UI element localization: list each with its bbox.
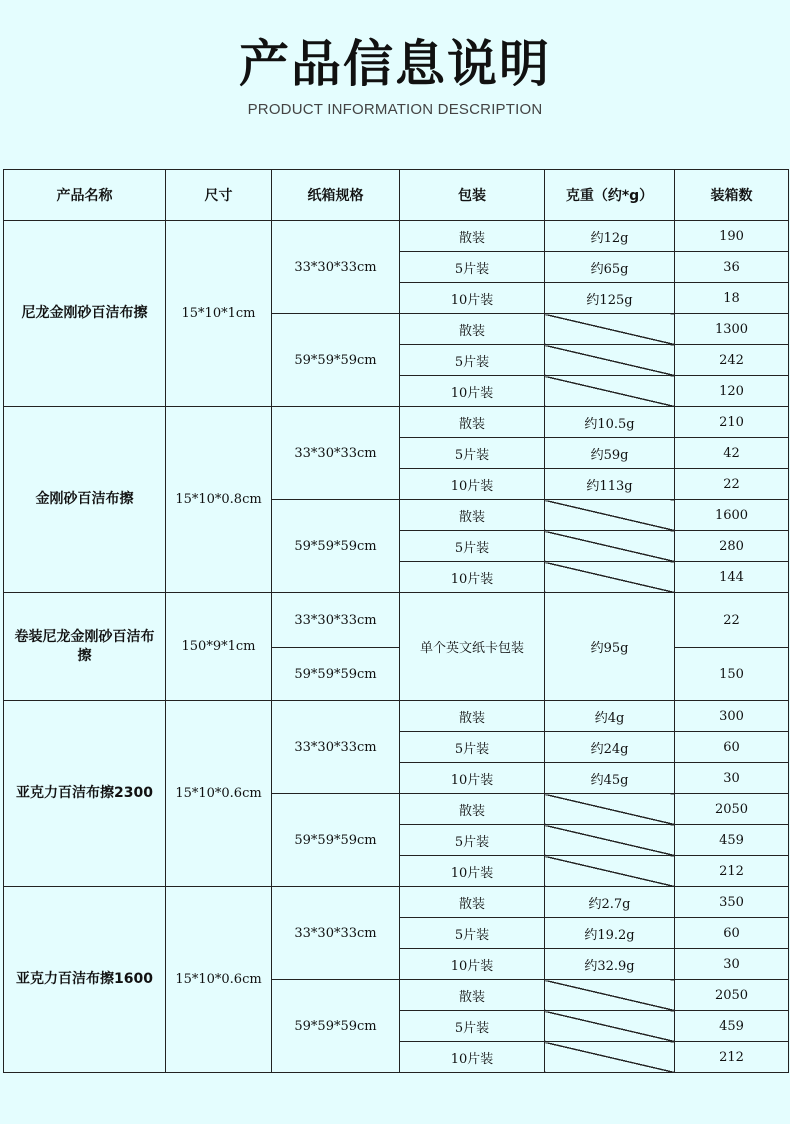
product-size: 150*9*1cm — [166, 593, 272, 701]
packaging-cell: 10片装 — [400, 1042, 545, 1073]
packaging-cell: 10片装 — [400, 283, 545, 314]
page-subtitle: PRODUCT INFORMATION DESCRIPTION — [247, 101, 543, 118]
qty-cell: 210 — [675, 407, 789, 438]
product-name: 亚克力百洁布擦2300 — [4, 701, 166, 887]
packaging-cell: 散装 — [400, 887, 545, 918]
qty-cell: 30 — [675, 949, 789, 980]
packaging-cell: 散装 — [400, 407, 545, 438]
packaging-cell: 10片装 — [400, 763, 545, 794]
weight-cell: 约10.5g — [545, 407, 675, 438]
packaging-cell: 单个英文纸卡包装 — [400, 593, 545, 701]
table-body — [4, 221, 789, 1073]
col-header-qty: 装箱数 — [675, 170, 789, 221]
qty-cell: 280 — [675, 531, 789, 562]
qty-cell: 144 — [675, 562, 789, 593]
packaging-cell: 10片装 — [400, 856, 545, 887]
table-row — [4, 407, 789, 438]
packaging-cell: 10片装 — [400, 376, 545, 407]
product-name: 金刚砂百洁布擦 — [4, 407, 166, 593]
box-spec: 33*30*33cm — [272, 701, 400, 794]
packaging-cell: 散装 — [400, 221, 545, 252]
empty-weight-cell — [545, 1042, 675, 1073]
product-info-table — [3, 169, 789, 1073]
packaging-cell: 散装 — [400, 314, 545, 345]
box-spec: 59*59*59cm — [272, 314, 400, 407]
empty-weight-cell — [545, 531, 675, 562]
qty-cell: 1300 — [675, 314, 789, 345]
empty-weight-cell — [545, 825, 675, 856]
empty-weight-cell — [545, 856, 675, 887]
col-header-size: 尺寸 — [166, 170, 272, 221]
page-title: 产品信息说明 — [239, 35, 551, 93]
packaging-cell: 10片装 — [400, 469, 545, 500]
packaging-cell: 散装 — [400, 500, 545, 531]
box-spec: 33*30*33cm — [272, 221, 400, 314]
weight-cell: 约24g — [545, 732, 675, 763]
box-spec: 59*59*59cm — [272, 980, 400, 1073]
packaging-cell: 10片装 — [400, 562, 545, 593]
product-size: 15*10*0.6cm — [166, 701, 272, 887]
qty-cell: 459 — [675, 825, 789, 856]
qty-cell: 459 — [675, 1011, 789, 1042]
weight-cell: 约113g — [545, 469, 675, 500]
qty-cell: 300 — [675, 701, 789, 732]
qty-cell: 212 — [675, 1042, 789, 1073]
qty-cell: 190 — [675, 221, 789, 252]
qty-cell: 42 — [675, 438, 789, 469]
table-row — [4, 701, 789, 732]
product-size: 15*10*1cm — [166, 221, 272, 407]
weight-cell: 约19.2g — [545, 918, 675, 949]
col-header-box-spec: 纸箱规格 — [272, 170, 400, 221]
empty-weight-cell — [545, 345, 675, 376]
product-name: 尼龙金刚砂百洁布擦 — [4, 221, 166, 407]
qty-cell: 212 — [675, 856, 789, 887]
weight-cell: 约95g — [545, 593, 675, 701]
product-size: 15*10*0.6cm — [166, 887, 272, 1073]
qty-cell: 18 — [675, 283, 789, 314]
qty-cell: 22 — [675, 593, 789, 648]
box-spec: 59*59*59cm — [272, 794, 400, 887]
packaging-cell: 5片装 — [400, 345, 545, 376]
packaging-cell: 5片装 — [400, 1011, 545, 1042]
qty-cell: 60 — [675, 918, 789, 949]
qty-cell: 22 — [675, 469, 789, 500]
qty-cell: 60 — [675, 732, 789, 763]
empty-weight-cell — [545, 314, 675, 345]
empty-weight-cell — [545, 562, 675, 593]
packaging-cell: 散装 — [400, 980, 545, 1011]
qty-cell: 350 — [675, 887, 789, 918]
qty-cell: 30 — [675, 763, 789, 794]
empty-weight-cell — [545, 794, 675, 825]
qty-cell: 150 — [675, 648, 789, 701]
qty-cell: 36 — [675, 252, 789, 283]
packaging-cell: 5片装 — [400, 918, 545, 949]
qty-cell: 2050 — [675, 794, 789, 825]
packaging-cell: 5片装 — [400, 252, 545, 283]
empty-weight-cell — [545, 500, 675, 531]
packaging-cell: 10片装 — [400, 949, 545, 980]
col-header-name: 产品名称 — [4, 170, 166, 221]
weight-cell: 约59g — [545, 438, 675, 469]
empty-weight-cell — [545, 980, 675, 1011]
col-header-weight: 克重（约*g） — [545, 170, 675, 221]
box-spec: 33*30*33cm — [272, 593, 400, 648]
weight-cell: 约32.9g — [545, 949, 675, 980]
packaging-cell: 5片装 — [400, 438, 545, 469]
packaging-cell: 散装 — [400, 794, 545, 825]
product-size: 15*10*0.8cm — [166, 407, 272, 593]
empty-weight-cell — [545, 1011, 675, 1042]
packaging-cell: 散装 — [400, 701, 545, 732]
table-row — [4, 221, 789, 252]
weight-cell: 约2.7g — [545, 887, 675, 918]
weight-cell: 约12g — [545, 221, 675, 252]
header-row — [4, 170, 789, 221]
col-header-packaging: 包装 — [400, 170, 545, 221]
weight-cell: 约4g — [545, 701, 675, 732]
product-name: 卷装尼龙金刚砂百洁布擦 — [4, 593, 166, 701]
weight-cell: 约65g — [545, 252, 675, 283]
weight-cell: 约45g — [545, 763, 675, 794]
table-row — [4, 887, 789, 918]
box-spec: 33*30*33cm — [272, 407, 400, 500]
packaging-cell: 5片装 — [400, 531, 545, 562]
empty-weight-cell — [545, 376, 675, 407]
packaging-cell: 5片装 — [400, 732, 545, 763]
qty-cell: 242 — [675, 345, 789, 376]
packaging-cell: 5片装 — [400, 825, 545, 856]
qty-cell: 120 — [675, 376, 789, 407]
weight-cell: 约125g — [545, 283, 675, 314]
box-spec: 59*59*59cm — [272, 500, 400, 593]
product-name: 亚克力百洁布擦1600 — [4, 887, 166, 1073]
table-row — [4, 593, 789, 648]
box-spec: 59*59*59cm — [272, 648, 400, 701]
qty-cell: 2050 — [675, 980, 789, 1011]
qty-cell: 1600 — [675, 500, 789, 531]
box-spec: 33*30*33cm — [272, 887, 400, 980]
